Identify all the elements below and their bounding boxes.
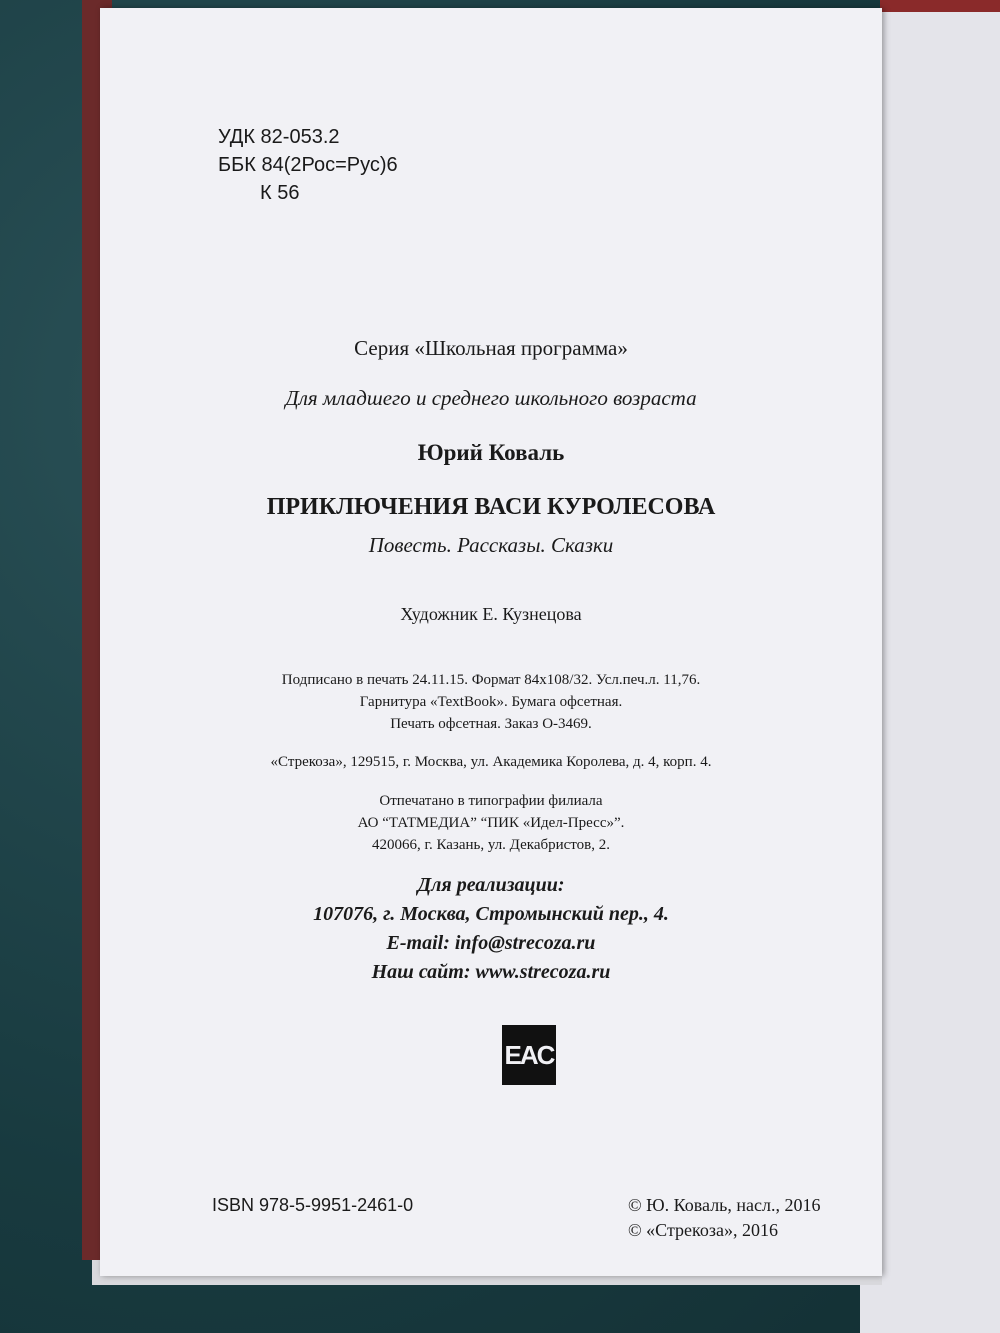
publisher-address: «Стрекоза», 129515, г. Москва, ул. Академика Королева, д. 4, корп. 4. — [270, 754, 712, 770]
eac-certification-mark: EAC — [502, 1025, 556, 1085]
book-title: ПРИКЛЮЧЕНИЯ ВАСИ КУРОЛЕСОВА — [266, 494, 716, 520]
copyright-publisher: © «Стрекоза», 2016 — [628, 1220, 778, 1240]
printer-line-2: АО “ТАТМЕДИА” “ПИК «Идел-Пресс»”. — [357, 815, 625, 831]
bbk-code: ББК 84(2Рос=Рус)6 — [218, 154, 398, 176]
imprint-page — [100, 8, 882, 1276]
printer-line-3: 420066, г. Казань, ул. Декабристов, 2. — [371, 837, 610, 853]
author-name: Юрий Коваль — [417, 440, 565, 465]
copyright-author: © Ю. Коваль, насл., 2016 — [628, 1195, 821, 1215]
printing-details-1: Подписано в печать 24.11.15. Формат 84x108/32. Усл.печ.л. 11,76. — [281, 672, 701, 688]
udk-code: УДК 82-053.2 — [218, 126, 340, 148]
printing-details-3: Печать офсетная. Заказ О-3469. — [390, 716, 592, 732]
printing-details-2: Гарнитура «TextBook». Бумага офсетная. — [359, 694, 623, 710]
book-subtitle: Повесть. Рассказы. Сказки — [368, 533, 614, 557]
sales-heading: Для реализации: — [417, 874, 565, 896]
sales-address: 107076, г. Москва, Стромынский пер., 4. — [313, 903, 669, 925]
printer-line-1: Отпечатано в типографии филиала — [379, 793, 603, 809]
audience-line: Для младшего и среднего школьного возраста — [285, 386, 697, 410]
author-mark: К 56 — [260, 182, 300, 204]
illustrator-credit: Художник Е. Кузнецова — [400, 604, 582, 624]
sales-website: Наш сайт: www.strecoza.ru — [371, 961, 611, 983]
sales-email: E-mail: info@strecoza.ru — [386, 932, 596, 954]
series-line: Серия «Школьная программа» — [354, 336, 628, 360]
isbn: ISBN 978-5-9951-2461-0 — [212, 1195, 414, 1215]
